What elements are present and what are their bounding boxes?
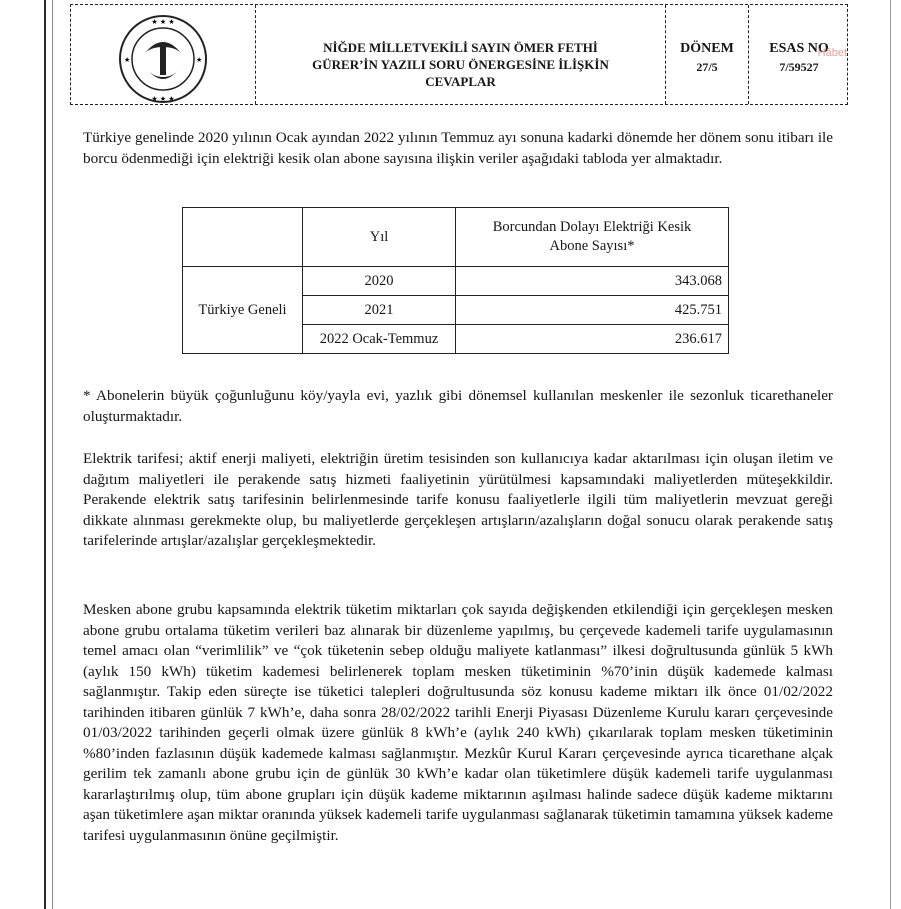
header-title-cell (256, 5, 666, 104)
header-title (256, 39, 665, 90)
year-cell: 2020 (303, 267, 456, 296)
watermark-stamp: Hâbet (817, 47, 847, 59)
esas-no-label: ESAS NO (769, 41, 829, 56)
svg-text:★: ★ (196, 56, 203, 64)
document-header (70, 4, 848, 105)
residential-tier-paragraph: Mesken abone grubu kapsamında elektrik tüketim miktarları çok sayıda değişkenden etkilendiği için gerçekleşen mesken abone grubu ortalama tüketim verileri baz alınarak bir düzenleme yapılmış, bu çerçevede kademeli tarife uygulamasının temel amacı olan “verimlilik” ve “çok tüketenin sebep olduğu maliyete katlanması” ilkesi doğrultusunda günlük 5 kWh (aylık 150 kWh) tüketim kademesi belirlenerek toplam mesken tüketiminin %70’inin düşük kademede kalması sağlanmıştır. Takip eden süreçte ise tüketici talepleri doğrultusunda söz konusu kademe miktarı ilk önce 01/02/2022 tarihinden itibaren günlük 7 kWh’e, daha sonra 28/02/2022 tarihli Enerji Piyasası Düzenleme Kurulu kararı çerçevesinde 01/03/2022 tarihinden geçerli olmak üzere günlük 8 kWh’e (aylık 240 kWh) çıkarılarak toplam mesken tüketiminin %80’inden fazlasının düşük kademede kalması sağlanmıştır. Mezkûr Kurul Kararı çerçevesinde ayrıca ticarethane alçak gerilim tek zamanlı abone grubu için de günlük 30 kWh’e kadar olan tüketimlere düşük kademeli tarife uygulanması kararlaştırılmış olup, tüm abone grupları için düşük kademe miktarının aşılması halinde sadece düşük kademe miktarını aşan tüketimlere aşan miktar oranında yüksek kademeli tarife uygulanması sağlanarak tüketimin tamamına yüksek kademe tarifesi uygulanmasının önüne geçilmiştir. (83, 601, 833, 844)
header-logo-cell (71, 5, 256, 104)
table-row (183, 267, 729, 296)
value-cell: 236.617 (456, 325, 729, 354)
svg-text:★: ★ (124, 56, 131, 64)
header-title-line-1: NİĞDE MİLLETVEKİLİ SAYIN ÖMER FETHİ (323, 40, 598, 55)
header-title-line-3: CEVAPLAR (425, 74, 496, 89)
donem-label: DÖNEM (680, 41, 734, 56)
svg-text:★ ★ ★: ★ ★ ★ (151, 95, 175, 103)
column-header-count-line-1: Borcundan Dolayı Elektriği Kesik (492, 219, 692, 235)
page-edge-right (890, 0, 891, 909)
year-cell: 2022 Ocak-Temmuz (303, 325, 456, 354)
svg-text:★ ★ ★: ★ ★ ★ (151, 18, 175, 26)
year-cell: 2021 (303, 296, 456, 325)
page-edge-inner-line (52, 0, 53, 909)
column-header-count (456, 208, 729, 267)
header-donem-cell (666, 5, 749, 104)
value-cell: 425.751 (456, 296, 729, 325)
table-footnote: * Abonelerin büyük çoğunluğunu köy/yayla evi, yazlık gibi dönemsel kullanılan meskenler ile sezonluk ticarethaneler oluşturmaktadır. (83, 387, 833, 425)
row-label-turkiye-geneli: Türkiye Geneli (183, 267, 303, 354)
intro-paragraph: Türkiye genelinde 2020 yılının Ocak ayından 2022 yılının Temmuz ayı sonuna kadarki dönemde her dönem sonu itibarı ile borcu ödenmediği için elektriği kesik olan abone sayısına ilişkin veriler aşağıdaki tabloda yer almaktadır. (83, 129, 833, 167)
header-title-line-2: GÜRER’İN YAZILI SORU ÖNERGESİNE İLİŞKİN (312, 57, 609, 72)
ministry-seal-icon (115, 13, 211, 105)
column-header-count-line-2: Abone Sayısı* (549, 238, 635, 254)
page-edge-left (44, 0, 46, 909)
header-esas-cell (749, 5, 849, 104)
donem-value: 27/5 (696, 60, 718, 74)
value-cell: 343.068 (456, 267, 729, 296)
tariff-paragraph: Elektrik tarifesi; aktif enerji maliyeti, elektriğin üretim tesisinden son kullanıcıya kadar aktarılması için oluşan iletim ve dağıtım maliyetleri ile perakende satış hizmeti faaliyetinin yürütülmesi kapsamındaki maliyetlerden müteşekkildir. Perakende elektrik satış tarifesinin belirlenmesinde tarife konusu faaliyetlerle ilgili tüm maliyetlerin mevzuat gereği dikkate alınması gerekmekte olup, bu maliyetlerde gerçekleşen artışların/azalışların doğal sonucu olarak perakende satış tarifelerinde artışlar/azalışlar gerçekleşmektedir. (83, 450, 833, 549)
esas-no-value: 7/59527 (779, 60, 819, 74)
disconnected-subscribers-table (182, 207, 729, 354)
table-corner-cell (183, 208, 303, 267)
table-header-row (183, 208, 729, 267)
column-header-year: Yıl (303, 208, 456, 267)
